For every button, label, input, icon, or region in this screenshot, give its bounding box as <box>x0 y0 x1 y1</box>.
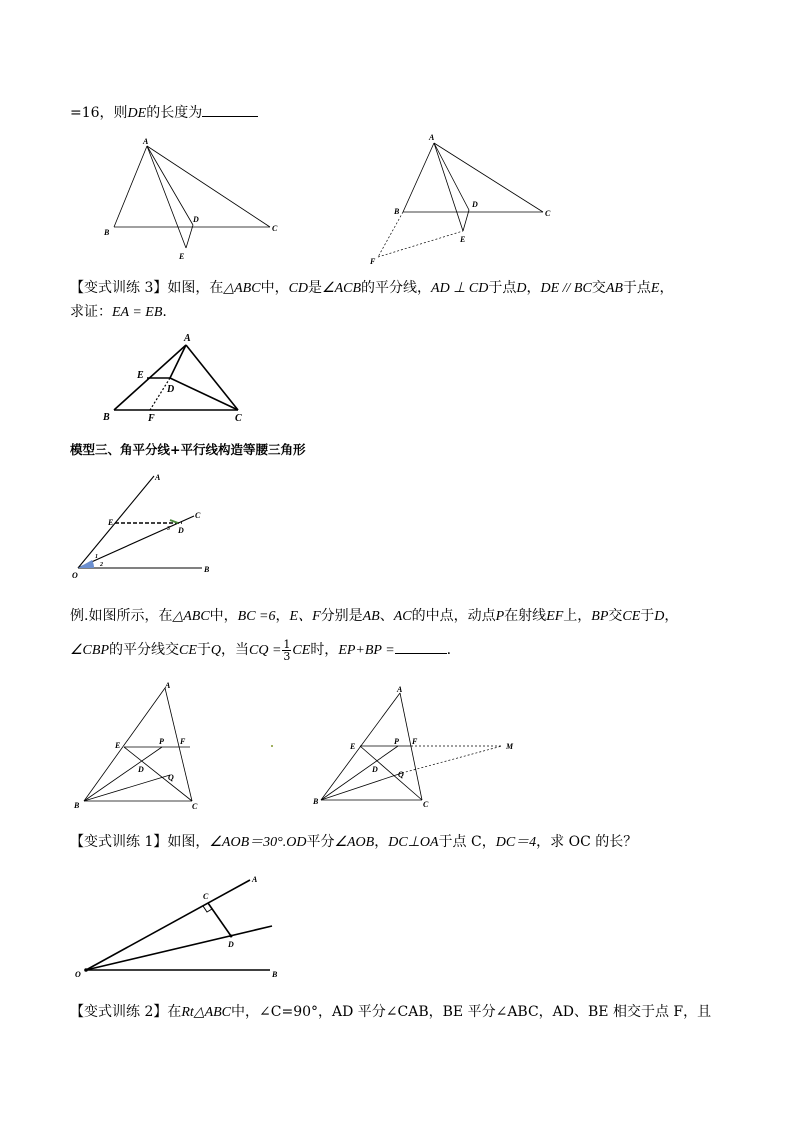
example-line1: 例.如图所示，在△ABC中，BC =6，E、F分别是AB、AC的中点，动点P在射线EF上，BP交CE于D， <box>70 608 679 624</box>
label-f: F <box>180 737 186 746</box>
label-p: P <box>394 737 399 746</box>
label-e: E <box>108 518 114 527</box>
label-c: C <box>195 511 201 520</box>
label-b: B <box>272 970 278 979</box>
question-tail-line: =16，则DE的长度为 <box>70 102 258 124</box>
figure-example-right <box>305 680 525 815</box>
variant1-line: 【变式训练 1】如图，∠AOB＝30°.OD平分∠AOB，DC⊥OA于点 C，DC＝4，求 OC 的长？ <box>70 834 638 850</box>
figure-angle-bisector-parallel <box>70 470 220 580</box>
label-d: D <box>372 765 378 774</box>
label-b: B <box>204 565 210 574</box>
label-a: A <box>429 133 435 142</box>
label-e: E <box>137 370 144 381</box>
fraction-one-third: $\frac{1}{3}$ <box>283 637 291 663</box>
label-b: B <box>394 207 400 216</box>
label-c: C <box>272 224 278 233</box>
label-q: Q <box>398 770 404 779</box>
label-d: D <box>472 200 478 209</box>
label-a: A <box>184 333 191 344</box>
label-d: D <box>228 940 234 949</box>
label-c: C <box>545 209 551 218</box>
label-angle-2: 2 <box>100 562 103 568</box>
label-a: A <box>143 137 149 146</box>
label-angle-3: 3 <box>167 526 170 532</box>
figure-triangle-abc-de-left <box>100 135 290 265</box>
variant3-line1: 【变式训练 3】如图，在△ABC中，CD是∠ACB的平分线，AD ⊥ CD于点D，DE // BC交AB于点E， <box>70 280 674 296</box>
label-e: E <box>460 235 466 244</box>
label-a: A <box>165 681 171 690</box>
label-c: C <box>203 892 209 901</box>
label-e: E <box>179 252 185 261</box>
label-d: D <box>167 384 175 395</box>
label-b: B <box>104 228 110 237</box>
label-b: B <box>103 412 110 423</box>
label-f: F <box>412 737 418 746</box>
label-o: O <box>75 970 81 979</box>
label-angle-1: 1 <box>95 554 98 560</box>
label-a: A <box>397 685 403 694</box>
label-m: M <box>506 742 514 751</box>
label-d: D <box>138 765 144 774</box>
label-o: O <box>72 571 78 580</box>
variant3-line2: 求证：EA = EB. <box>70 304 167 320</box>
example-line2: ∠CBP的平分线交CE于Q，当CQ = $\frac{1}{3}$ CE时，EP+BP = . <box>70 637 452 663</box>
label-c: C <box>192 802 198 811</box>
figure-variant1-angle <box>70 870 290 985</box>
label-p: P <box>159 737 164 746</box>
answer-blank <box>202 102 258 117</box>
label-f: F <box>148 413 155 424</box>
label-a: A <box>155 473 161 482</box>
stray-dot <box>271 745 273 747</box>
figure-example-left <box>70 680 210 815</box>
variant2-line: 【变式训练 2】在Rt△ABC中，∠C=90°，AD 平分∠CAB，BE 平分∠ABC，AD、BE 相交于点 F，且 <box>70 1004 712 1020</box>
figure-variant3-triangle <box>100 330 260 425</box>
label-e: E <box>350 742 356 751</box>
label-d: D <box>193 215 199 224</box>
label-e: E <box>115 741 121 750</box>
label-b: B <box>313 797 319 806</box>
label-d: D <box>178 526 184 535</box>
label-a: A <box>252 875 258 884</box>
model3-heading: 模型三、角平分线+平行线构造等腰三角形 <box>70 442 306 457</box>
label-q: Q <box>168 773 174 782</box>
label-b: B <box>74 801 80 810</box>
label-c: C <box>235 413 242 424</box>
label-c: C <box>423 800 429 809</box>
answer-blank <box>395 639 447 654</box>
label-f: F <box>370 257 376 266</box>
figure-triangle-abc-de-right <box>365 130 565 270</box>
